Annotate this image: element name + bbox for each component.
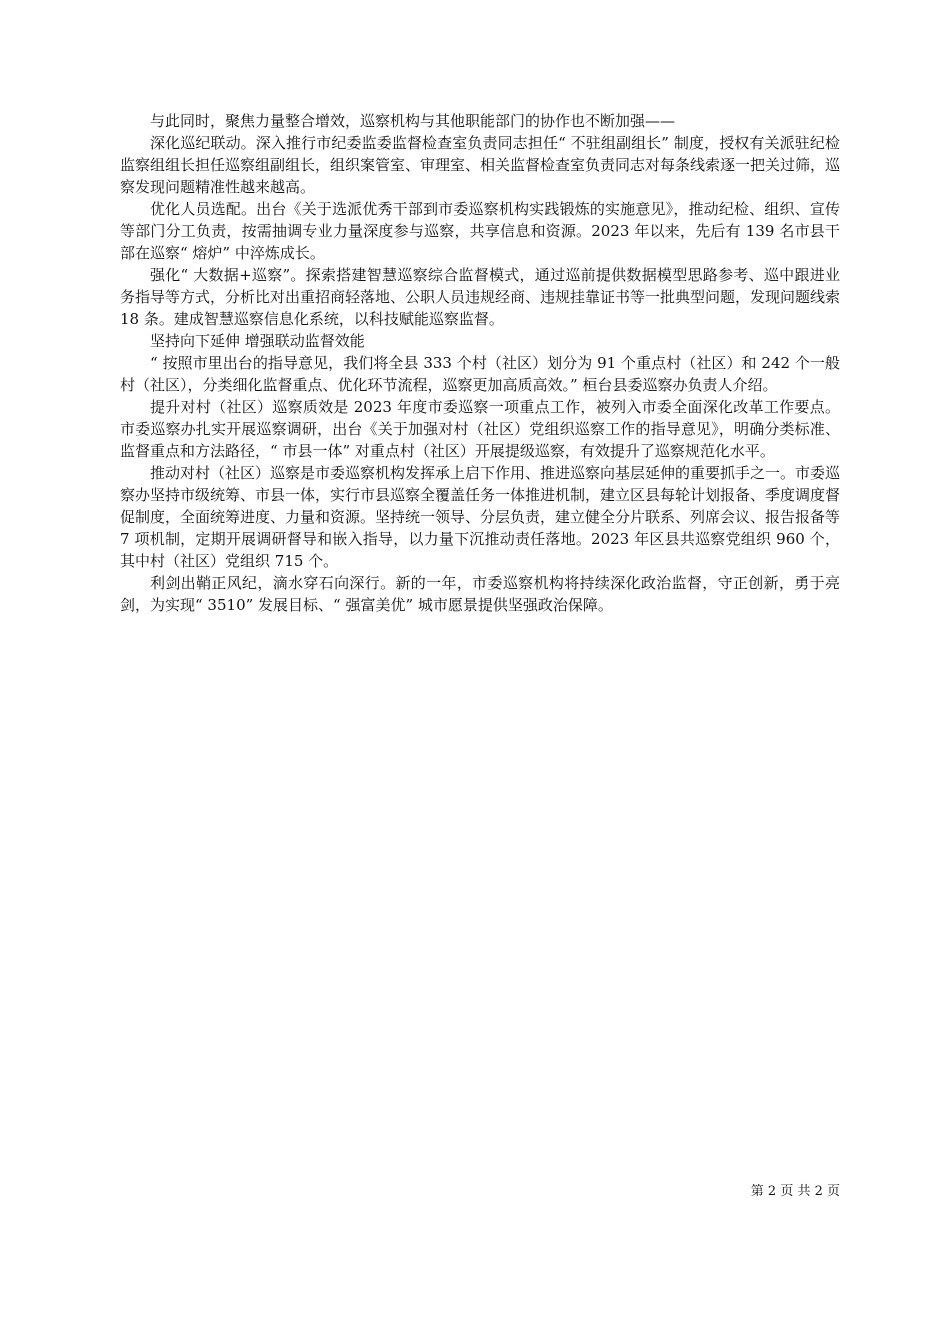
paragraph-inspection-linkage: 深化巡纪联动。深入推行市纪委监委监督检查室负责同志担任“ 不驻组副组长” 制度，授权有关派驻纪检监察组组长担任巡察组副组长，组织案管室、审理室、相关监督检查室负责同志对每条线索逐一把关过筛，巡察发现问题精准性越来越高。 <box>120 134 841 196</box>
paragraph-conclusion: 利剑出鞘正风纪，滴水穿石向深行。新的一年，市委巡察机构将持续深化政治监督，守正创新，勇于亮剑，为实现“ 3510” 发展目标、“ 强富美优” 城市愿景提供坚强政治保障。 <box>120 574 840 614</box>
paragraph-village-inspection-push: 推动对村（社区）巡察是市委巡察机构发挥承上启下作用、推进巡察向基层延伸的重要抓手之一。市委巡察办坚持市级统筹、市县一体，实行市县巡察全覆盖任务一体推进机制，建立区县每轮计划报备、季度调度督促制度，全面统筹进度、力量和资源。坚持统一领导、分层负责，建立健全分片联系、列席会议、报告报备等 7 项机制，定期开展调研督导和嵌入指导，以力量下沉推动责任落地。2023 年区县共巡察党组织 960 个，其中村（社区）党组织 715 个。 <box>120 464 841 570</box>
paragraph-village-inspection-quality: 提升对村（社区）巡察质效是 2023 年度市委巡察一项重点工作，被列入市委全面深化改革工作要点。市委巡察办扎实开展巡察调研，出台《关于加强对村（社区）党组织巡察工作的指导意见》，明确分类标准、监督重点和方法路径，“ 市县一体” 对重点村（社区）开展提级巡察，有效提升了巡察规范化水平。 <box>120 398 840 460</box>
paragraph-intro: 与此同时，聚焦力量整合增效，巡察机构与其他职能部门的协作也不断加强—— <box>150 112 676 130</box>
page-number-footer: 第 2 页 共 2 页 <box>750 1184 840 1199</box>
paragraph-staff-selection: 优化人员选配。出台《关于选派优秀干部到市委巡察机构实践锻炼的实施意见》，推动纪检、组织、宣传等部门分工负责，按需抽调专业力量深度参与巡察，共享信息和资源。2023 年以来，先后有 139 名市县干部在巡察“ 熔炉” 中淬炼成长。 <box>120 200 840 262</box>
paragraph-quote: “ 按照市里出台的指导意见，我们将全县 333 个村（社区）划分为 91 个重点村（社区）和 242 个一般村（社区），分类细化监督重点、优化环节流程，巡察更加高质高效。” 桓台县委巡察办负责人介绍。 <box>120 354 840 394</box>
section-heading: 坚持向下延伸 增强联动监督效能 <box>150 332 365 350</box>
document-body <box>120 110 840 616</box>
paragraph-big-data: 强化“ 大数据+巡察”。探索搭建智慧巡察综合监督模式，通过巡前提供数据模型思路参考、巡中跟进业务指导等方式，分析比对出重招商轻落地、公职人员违规经商、违规挂靠证书等一批典型问题，发现问题线索 18 条。建成智慧巡察信息化系统，以科技赋能巡察监督。 <box>120 266 841 328</box>
